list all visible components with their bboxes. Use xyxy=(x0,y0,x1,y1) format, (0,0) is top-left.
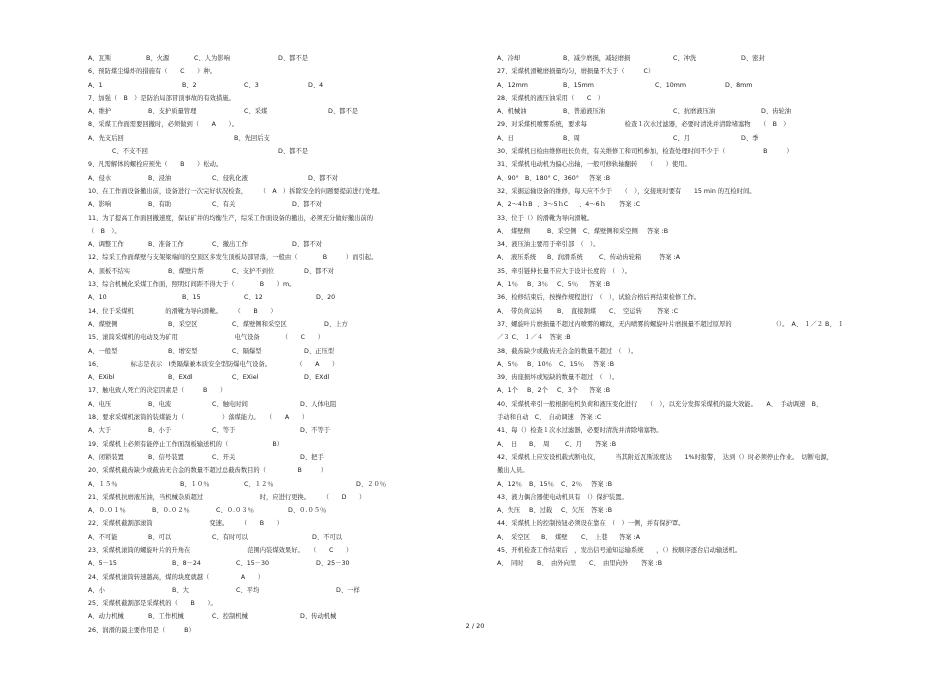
answer-options-line xyxy=(497,384,917,397)
answer-option: D、不可以 xyxy=(312,533,343,541)
question-line: 26、润滑的最主要作用是（ B） xyxy=(88,626,195,634)
question-line: 38、截齿缺少或截齿无合金的数量不超过 （ ）。 xyxy=(497,347,638,355)
answer-options-line xyxy=(88,265,488,278)
answer-option: B、减少磨损，减轻磨损 xyxy=(563,55,631,62)
answer-option: A、 xyxy=(497,254,508,262)
answer-option: C、０.０３％ xyxy=(216,507,254,515)
answer-option: C、平均 xyxy=(236,586,260,594)
answer-option: D、齿轮油 xyxy=(761,108,792,116)
answer-option: 答案 :A xyxy=(659,254,681,262)
question-line: 41、每（）检查１次水过滤器，必要时清洗并清除堵塞物。 xyxy=(497,427,663,435)
answer-options-line xyxy=(497,504,917,517)
question-line: 36、检修结束后，按操作规程进行 （ ），试验合格后再结束检修工作。 xyxy=(497,294,701,302)
answer-option: 直接割煤 xyxy=(571,307,597,315)
answer-option: A、10 xyxy=(88,294,107,302)
answer-option: 煤壁侧 xyxy=(511,227,530,235)
answer-option: B、普通液压油 xyxy=(563,108,606,116)
answer-option: C、冲洗 xyxy=(673,55,697,62)
answer-option: 由外向里 xyxy=(551,560,577,568)
question-line: 28、采煤机的液压油采用（ C ） xyxy=(497,94,604,102)
question-line: 27、采煤机滑靴磨损量均匀，磨损量不大于（ C） xyxy=(497,68,655,76)
answer-option: D、季 xyxy=(741,134,759,142)
answer-option: 答案 :B xyxy=(589,387,611,395)
answer-option: A、机械油 xyxy=(497,108,527,116)
answer-option: A、 xyxy=(497,560,508,568)
answer-option: D、都不是 xyxy=(278,148,309,156)
answer-options-line xyxy=(88,318,488,331)
question-line: 9、凡需解体的螺栓应预先（ B ）松动。 xyxy=(88,161,223,169)
answer-option: B、采空侧 xyxy=(547,227,577,235)
answer-option: B、2个 xyxy=(527,387,548,395)
answer-options-line xyxy=(497,251,917,264)
answer-option: A、小 xyxy=(88,586,105,594)
answer-option: A、5－15 xyxy=(88,560,117,568)
question-line: 6、预防煤尘爆炸的措施有（ C ）种。 xyxy=(88,68,217,76)
question-line: 33、位于（）的滑靴为导向滑靴。 xyxy=(497,214,594,222)
answer-option: A、12mm xyxy=(497,81,528,89)
answer-option: C、支护不到位 xyxy=(232,267,275,275)
answer-option: A、侵水 xyxy=(88,174,112,182)
answer-option: C、3 xyxy=(244,81,259,89)
answer-option: 上巷 xyxy=(595,533,608,541)
answer-option: D、4 xyxy=(308,81,324,89)
answer-option: B、大 xyxy=(172,586,189,594)
answer-option: C、触电时间 xyxy=(212,400,248,408)
answer-option: B、浸油 xyxy=(148,174,172,182)
answer-option: B、煤壁片帮 xyxy=(168,267,204,275)
answer-option: A、动力机械 xyxy=(88,613,124,621)
answer-option: A、调整工作 xyxy=(88,241,124,249)
answer-options-line xyxy=(88,145,488,158)
answer-option: 答案 :A xyxy=(619,533,641,541)
question-line: 20、采煤机截齿缺少或截齿无合金的数量不超过总截齿数目的（ B ） xyxy=(88,467,328,475)
answer-option: A、 xyxy=(497,440,508,448)
answer-option: C、有时可以 xyxy=(212,533,248,541)
answer-option: A、冷却 xyxy=(497,55,521,62)
answer-option: C、月 xyxy=(565,440,582,448)
question-line: 14、位于采煤机 的滑靴为导向滑靴。 （ B ） xyxy=(88,307,277,315)
answer-option: 由里向外 xyxy=(603,560,629,568)
answer-options-line xyxy=(88,504,488,517)
answer-option: D、０.０５％ xyxy=(288,507,327,515)
answer-option: 答案 :B xyxy=(589,174,611,182)
question-line: 21、采煤机抗磨液压油，当机械杂质超过 时，应进行更换。 （ D ） xyxy=(88,493,366,501)
answer-option: C、侵乳化液 xyxy=(212,174,248,182)
answer-options-line xyxy=(497,198,917,211)
question-line: 29、对采煤机喷雾系统，要求每 检查１次水过滤器，必要时清洗并清除堵塞物 （ B ） xyxy=(497,121,790,129)
answer-options-line xyxy=(88,424,488,437)
answer-option: B、 xyxy=(537,560,548,568)
answer-option: D、都不对 xyxy=(304,267,335,275)
answer-option: A、闭锁装置 xyxy=(88,453,124,461)
answer-option: D、20 xyxy=(316,294,336,302)
answer-option: B、工作机械 xyxy=(148,613,184,621)
answer-option: C、 xyxy=(581,533,592,541)
question-line: 19、采煤机上必须有能停止工作面刮板输送机的（ B） xyxy=(88,440,283,448)
answer-option: B、周 xyxy=(563,134,580,142)
answer-option: A、０.０１％ xyxy=(88,507,126,515)
question-line: 40、采煤机牵引一般根据电机负荷和液压变化进行 （ ），以充分发挥采煤机的最大效能。 A、 手动调速 B、 xyxy=(497,400,823,408)
question-line: 12、综采工作面煤壁与支架梁端间的空顶区多发生顶板局部冒落，一般由（ B ）而引起。 xyxy=(88,254,378,262)
answer-options-line xyxy=(88,238,488,251)
answer-option: A、1％ xyxy=(497,281,518,289)
question-line: 37、螺旋叶片磨损量不超过内喷雾的螺纹，无内喷雾的螺旋叶片磨损量不超过原厚的 （）。 A、 １／２ B、 １ xyxy=(497,320,844,328)
question-line: 34、液压油主要用于牵引部 （ ）。 xyxy=(497,241,600,249)
question-line: （ B ）。 xyxy=(88,227,121,235)
right-column xyxy=(497,52,917,571)
answer-option: 答案 :B xyxy=(595,440,617,448)
answer-option: B、电流 xyxy=(148,400,172,408)
answer-option: 周 xyxy=(543,440,550,448)
answer-options-line xyxy=(88,531,488,544)
answer-option: D、都不是 xyxy=(328,108,359,116)
answer-option: 答案 :B xyxy=(591,507,613,515)
answer-option: B、3％ xyxy=(527,281,548,289)
answer-option: A、不可能 xyxy=(88,533,118,541)
answer-options-line xyxy=(497,531,917,544)
answer-option: A、日 xyxy=(497,134,514,142)
answer-option: C、15％ xyxy=(559,360,585,368)
question-line: 13、综合机械化采煤工作面，照明灯间距不得大于（ B ）m。 xyxy=(88,281,296,289)
answer-options-line xyxy=(88,478,488,491)
answer-option: 、4～6ｈ xyxy=(579,201,606,209)
answer-option: D、密封 xyxy=(741,55,765,62)
answer-option: D、8mm xyxy=(725,81,753,89)
answer-option: A、12％ xyxy=(497,480,522,488)
answer-option: C、煤壁侧和采空侧 xyxy=(583,227,638,235)
answer-options-line xyxy=(497,478,917,491)
question-line: 11、为了提高工作面回撤速度，保证矿井的均衡生产，综采工作面设备的撤出，必须充分做好撤出前的 xyxy=(88,214,374,222)
answer-option: C、 xyxy=(589,560,600,568)
answer-option: C、采煤 xyxy=(244,108,268,116)
answer-option: 答案 :B xyxy=(589,281,611,289)
answer-option: D、人体电阻 xyxy=(300,400,337,408)
answer-option: B、润滑系统 xyxy=(547,254,583,262)
answer-option: D、传动机械 xyxy=(300,613,337,621)
answer-options-line xyxy=(88,345,488,358)
answer-option: 答案 :B xyxy=(647,227,669,235)
answer-option: C、12 xyxy=(244,294,263,302)
answer-option: D、２０％ xyxy=(356,480,387,488)
answer-options-line xyxy=(88,584,488,597)
answer-options-line xyxy=(88,105,488,118)
answer-option: A、一般型 xyxy=(88,347,118,355)
answer-options-line xyxy=(497,225,917,238)
answer-option: A、 xyxy=(497,533,508,541)
answer-option: B、过载 xyxy=(529,507,553,515)
answer-option: B、采空区 xyxy=(168,320,198,328)
answer-option: 同时 xyxy=(511,560,524,568)
answer-option: A、煤壁侧 xyxy=(88,320,118,328)
answer-option: B、15 xyxy=(182,294,201,302)
answer-option: B、EXdl xyxy=(168,374,193,382)
answer-option: D、不等于 xyxy=(300,427,331,435)
answer-option: 答案 :B xyxy=(591,480,613,488)
answer-option: C、欠压 xyxy=(561,507,585,515)
answer-option: C、煤壁侧和采空区 xyxy=(232,320,287,328)
answer-options-line xyxy=(88,371,488,384)
answer-option: C、控制机械 xyxy=(212,613,248,621)
answer-option: B、火源 xyxy=(146,55,170,62)
answer-options-line xyxy=(88,172,488,185)
question-line: 10、在工作面设备撤出前，设备进行一次完好状况检查， （ A ）拆除安全的问题要提前进行处理。 xyxy=(88,187,384,195)
answer-options-line xyxy=(88,557,488,570)
left-column xyxy=(88,52,488,637)
question-line: 8、采煤工作面需要回撤时，必须做到（ A ）。 xyxy=(88,121,238,129)
answer-option: B、 xyxy=(557,307,568,315)
answer-option: B、准备工作 xyxy=(148,241,184,249)
question-line: 23、采煤机滚筒的螺旋叶片的升角在 范围内装煤效果好。 （ C ） xyxy=(88,546,353,554)
page-number: 2 / 20 xyxy=(465,622,485,630)
answer-option: 答案 :B xyxy=(593,360,615,368)
answer-option: B、０.０２％ xyxy=(152,507,190,515)
question-line: 25、采煤机截割部是采煤机的（ B ）。 xyxy=(88,600,217,608)
question-line: 24、采煤机滚筒转速越高，煤的块度就越（ A ） xyxy=(88,573,265,581)
answer-option: A、1个 xyxy=(497,387,518,395)
answer-option: D、都不对 xyxy=(308,174,339,182)
answer-option: C、15－30 xyxy=(236,560,270,568)
answer-option: A、5％ xyxy=(497,360,518,368)
answer-option: B、 xyxy=(541,533,552,541)
answer-option: B、支护质量管理 xyxy=(148,108,197,116)
answer-option: A、电压 xyxy=(88,400,112,408)
answer-option: 、3～5ｈC xyxy=(537,201,569,209)
answer-option: A、2～4ｈB xyxy=(497,201,533,209)
question-line: 7、加强（ B ）是防治局部冒顶事故的有效措施。 xyxy=(88,94,235,102)
answer-option: C、2％ xyxy=(561,480,582,488)
answer-option: A、维护 xyxy=(88,108,112,116)
answer-option: C、开关 xyxy=(212,453,236,461)
answer-option: B、15mm xyxy=(563,81,594,89)
question-line: 手动和自动 C、 自动调速 答案 :C xyxy=(497,414,602,422)
answer-option: A、90° xyxy=(497,174,519,182)
answer-option: B、可以 xyxy=(148,533,172,541)
answer-options-line xyxy=(88,398,488,411)
answer-option: D、EXdl xyxy=(304,374,330,382)
answer-option: C、不支不回 xyxy=(112,148,148,156)
answer-option: B、信号装置 xyxy=(148,453,184,461)
answer-option: A、１５％ xyxy=(88,480,118,488)
answer-option: C、EXiel xyxy=(232,374,259,382)
answer-option: C、10mm xyxy=(655,81,686,89)
answer-option: A、1 xyxy=(88,81,103,89)
answer-option: 答案 :C xyxy=(619,201,641,209)
answer-options-line xyxy=(497,438,917,451)
question-line: 16、 标志是表示 Ⅰ类隔爆兼本质安全型防爆电气设备。 （ A ） xyxy=(88,360,339,368)
answer-options-line xyxy=(88,451,488,464)
answer-option: B、有助 xyxy=(148,201,172,209)
answer-options-line xyxy=(497,105,917,118)
answer-option: C、 xyxy=(609,307,620,315)
answer-option: 空运转 xyxy=(623,307,642,315)
answer-option: D、上方 xyxy=(324,320,348,328)
answer-option: B、先回后支 xyxy=(234,134,270,142)
answer-option: B、15％ xyxy=(529,480,554,488)
answer-options-line xyxy=(497,358,917,371)
question-line: 18、要求采煤机滚筒的装煤能力（ ）落煤能力。 （ A ） xyxy=(88,414,309,422)
answer-options-line xyxy=(497,52,917,65)
answer-option: 液压系统 xyxy=(511,254,537,262)
answer-options-line xyxy=(497,305,917,318)
answer-option: B、 xyxy=(529,440,540,448)
answer-option: A、EXibl xyxy=(88,374,115,382)
answer-option: 答案 :B xyxy=(641,560,663,568)
question-line: 43、液力偶合器使电动机具有 （）保护装置。 xyxy=(497,493,628,501)
answer-option: 煤壁 xyxy=(555,533,568,541)
answer-option: B、8－24 xyxy=(172,560,201,568)
answer-option: C、月 xyxy=(673,134,690,142)
answer-option: A、影响 xyxy=(88,201,112,209)
question-line: 35、牵引链伸长量不应大于设计长度的 （ ）。 xyxy=(497,267,631,275)
answer-option: D、都不是 xyxy=(278,55,309,62)
question-line: 39、齿座损坏或短缺的数量不超过 （ ）。 xyxy=(497,374,619,382)
answer-option: C、１２％ xyxy=(244,480,274,488)
question-line: 22、采煤机截割部滚筒 变速。 （ B ） xyxy=(88,520,283,528)
question-line: ／３ C、 １／４ 答案 :B xyxy=(497,334,571,342)
answer-option: C、抗磨液压油 xyxy=(673,108,716,116)
answer-options-line xyxy=(497,278,917,291)
answer-options-line xyxy=(88,52,488,65)
answer-option: D、都不对 xyxy=(292,201,323,209)
answer-option: D、25－30 xyxy=(316,560,350,568)
answer-option: A、失压 xyxy=(497,507,521,515)
answer-option: B、１０％ xyxy=(180,480,210,488)
answer-options-line xyxy=(88,291,488,304)
answer-option: A、瓦斯 xyxy=(88,55,112,62)
answer-option: D、一样 xyxy=(336,586,360,594)
answer-options-line xyxy=(88,79,488,92)
question-line: 15、滚筒采煤机的电动及为矿用 电气设备 （ C ） xyxy=(88,334,324,342)
answer-option: C、360° xyxy=(553,174,579,182)
question-line: 44、采煤机上的控制按钮必须设在靠在 （ ）一侧，并有保护罩。 xyxy=(497,520,685,528)
question-line: 17、触电致人死亡的决定因素是（ B ） xyxy=(88,387,227,395)
answer-option: A、先支后回 xyxy=(88,134,124,142)
answer-option: A、顶板不结实 xyxy=(88,267,131,275)
answer-option: B、180° xyxy=(525,174,551,182)
answer-option: B、2 xyxy=(182,81,197,89)
question-line: 42、采煤机上应安设机载式断电仪， 当其附近瓦斯浓度达 1%时报警， 达到（）时必须停止作业。 切断电源， xyxy=(497,453,833,461)
answer-option: 带负荷运转 xyxy=(511,307,543,315)
answer-option: C、人为影响 xyxy=(194,55,230,62)
answer-option: A、 xyxy=(497,227,508,235)
answer-option: C、5％ xyxy=(557,281,578,289)
answer-options-line xyxy=(88,132,488,145)
answer-option: A、 xyxy=(497,307,508,315)
question-line: 撤出人员。 xyxy=(497,467,529,475)
answer-option: 答案 :C xyxy=(657,307,679,315)
answer-option: D、正压型 xyxy=(304,347,335,355)
answer-options-line xyxy=(88,198,488,211)
answer-options-line xyxy=(497,132,917,145)
answer-options-line xyxy=(497,557,917,570)
answer-options-line xyxy=(497,172,917,185)
answer-option: C、撤出工作 xyxy=(212,241,248,249)
answer-option: B、小于 xyxy=(148,427,172,435)
answer-options-line xyxy=(497,79,917,92)
question-line: 45、开机检查工作结束后 ，发出信号通知运输系统 ，（）按顺序逐台启动输送机。 xyxy=(497,546,742,554)
answer-option: 采空区 xyxy=(511,533,530,541)
answer-option: A、大于 xyxy=(88,427,112,435)
question-line: 32、采掘运输设备的维修，每天应不少于 （ ），交接班时要有 15 min 的互检时间。 xyxy=(497,187,756,195)
answer-option: C、等于 xyxy=(212,427,236,435)
answer-option: C、有关 xyxy=(212,201,236,209)
question-line: 31、采煤机电动机为偏心出轴，一般可修轨轴翻转 （ ）使用。 xyxy=(497,161,691,169)
question-line: 30、采煤机日检由维修班长负责，有关维修工和司机参加，检查处理时间不少于（ B ） xyxy=(497,148,793,156)
answer-option: B、10％ xyxy=(527,360,552,368)
answer-option: B、增安型 xyxy=(168,347,198,355)
answer-option: C、隔爆型 xyxy=(232,347,262,355)
answer-option: D、把手 xyxy=(300,453,324,461)
answer-option: C、3个 xyxy=(557,387,578,395)
answer-option: 日 xyxy=(511,440,518,448)
answer-option: D、都不对 xyxy=(292,241,323,249)
answer-option: C、传动齿轮箱 xyxy=(599,254,642,262)
